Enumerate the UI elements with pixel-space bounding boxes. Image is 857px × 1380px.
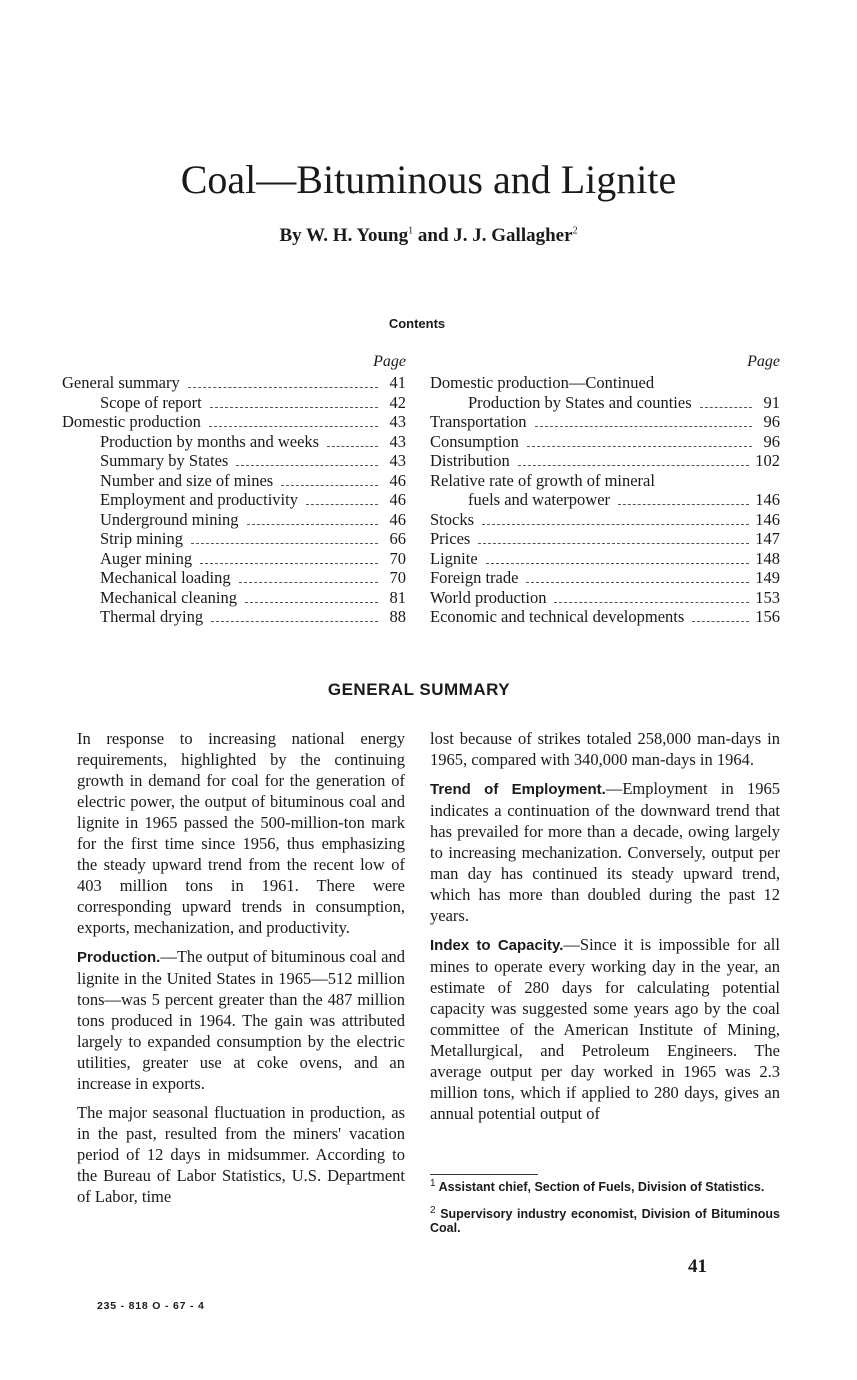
toc-entry (430, 510, 780, 530)
run-in-heading: Index to Capacity. (430, 937, 564, 954)
toc-leader (554, 602, 749, 603)
toc-entry-page: 102 (755, 451, 780, 470)
toc-entry-label: Summary by States (100, 451, 229, 470)
toc-leader (247, 524, 378, 525)
toc-entry-page: 46 (389, 470, 406, 490)
toc-entry (430, 490, 780, 510)
toc-entry-label: Prices (430, 529, 471, 548)
toc-leader (191, 543, 378, 544)
toc-entry (62, 471, 406, 491)
toc-entry (430, 451, 780, 471)
toc-entry-label: Auger mining (100, 548, 193, 568)
body-paragraph: The major seasonal fluctuation in production, as in the past, resulted from the miners' vacation period of 12 days in midsummer. According to the Bureau of Labor Statistics, U.S. Department of Labor, time (77, 1103, 405, 1206)
toc-leader (211, 621, 378, 622)
toc-left-column (62, 351, 406, 627)
toc-entry-label: Thermal drying (100, 607, 204, 626)
body-column-right (430, 728, 780, 1124)
toc-entry (430, 471, 780, 491)
page-number: 41 (688, 1256, 707, 1277)
toc-entry (62, 529, 406, 549)
toc-entry-page: 46 (389, 509, 406, 529)
toc-entry (430, 373, 780, 393)
toc-entry-page: 46 (389, 490, 406, 509)
toc-entry-page: 41 (389, 373, 406, 392)
byline-conjunction: and (417, 225, 449, 246)
toc-entry-page: 70 (389, 568, 406, 587)
toc-leader (692, 621, 749, 622)
body-paragraph (77, 946, 405, 1094)
author-1-footnote-ref: 1 (408, 225, 414, 237)
toc-leader (478, 543, 749, 544)
toc-entry (62, 451, 406, 471)
toc-entry (62, 588, 406, 608)
toc-entry (62, 432, 406, 452)
toc-leader (236, 465, 378, 466)
toc-entry-page: 70 (389, 548, 406, 568)
toc-entry-page: 43 (389, 412, 406, 431)
toc-leader (209, 426, 378, 427)
toc-entry-page: 156 (755, 607, 780, 626)
toc-entry-label: Consumption (430, 431, 519, 451)
toc-leader (210, 407, 378, 408)
toc-entry (62, 490, 406, 510)
toc-entry (62, 510, 406, 530)
toc-entry-label: Foreign trade (430, 568, 519, 587)
toc-entry-page: 81 (389, 587, 406, 607)
page-title: Coal—Bituminous and Lignite (180, 157, 677, 202)
toc-right-list (430, 373, 780, 627)
toc-entry-label: Transportation (430, 412, 527, 431)
footnote-mark: 1 (430, 1177, 436, 1189)
printer-code: 235 - 818 O - 67 - 4 (97, 1300, 205, 1312)
body-paragraph: In response to increasing national energy requirements, highlighted by the continuing growth in demand for coal for the generation of electric power, the output of bituminous coal and lignite in 1965 passed the 500-million-ton mark for the first time since 1956, thus emphasizing the steady upward trend from the recent low of 403 million tons in 1961. There were corresponding upward trends in consumption, exports, mechanization, and productivity. (77, 729, 405, 937)
toc-leader (518, 465, 749, 466)
toc-leader (200, 563, 378, 564)
toc-page-label: Page (373, 353, 406, 370)
toc-entry-page: 153 (755, 587, 780, 607)
footnote-text: Assistant chief, Section of Fuels, Division of Statistics. (438, 1180, 765, 1194)
toc-entry-label: Underground mining (100, 509, 239, 529)
footnote-1 (430, 1177, 780, 1194)
toc-entry-label: Relative rate of growth of mineral (430, 470, 655, 490)
toc-entry-label: Production by months and weeks (100, 431, 320, 451)
toc-entry (62, 412, 406, 432)
toc-entry-page: 96 (763, 412, 780, 431)
run-in-heading: Trend of Employment. (430, 781, 606, 798)
toc-entry-page: 42 (389, 392, 406, 412)
toc-entry-label: World production (430, 587, 547, 607)
toc-entry-label: Number and size of mines (100, 470, 274, 490)
body-paragraph: lost because of strikes totaled 258,000 man-days in 1965, compared with 340,000 man-days in 1964. (430, 729, 780, 769)
author-2-footnote-ref: 2 (572, 225, 578, 237)
toc-entry-label: Lignite (430, 548, 478, 568)
toc-entry (62, 568, 406, 588)
toc-page-label: Page (747, 353, 780, 370)
toc-entry-label: Stocks (430, 509, 475, 529)
toc-entry-label: Scope of report (100, 392, 202, 412)
body-paragraph (430, 934, 780, 1124)
toc-entry (430, 549, 780, 569)
toc-entry-label: Domestic production—Continued (430, 373, 655, 392)
toc-leader (526, 582, 749, 583)
toc-entry-label: fuels and waterpower (468, 490, 611, 509)
toc-entry-label: Domestic production (62, 412, 201, 431)
toc-entry-page: 66 (389, 529, 406, 548)
paragraph-text: —Since it is impossible for all mines to operate every working day in the year, an estimate of 280 days for calculating potential capacity was suggested some years ago by the coal committee of the American Institute of Mining, Metallurgical, and Petroleum Engineers. The average output per day worked in 1965 was 2.3 million tons, which if applied to 280 days, gives an annual potential output of (430, 935, 780, 1123)
run-in-heading: Production. (77, 949, 161, 966)
toc-entry-page: 146 (755, 509, 780, 529)
toc-entry-page: 147 (755, 529, 780, 548)
byline (0, 222, 857, 250)
footnote-rule (430, 1174, 538, 1175)
toc-entry-label: Production by States and counties (468, 392, 692, 412)
toc-entry (62, 393, 406, 413)
paragraph-text: —Employment in 1965 indicates a continuation of the downward trend that has prevailed for more than a decade, owing largely to increasing mechanization. Conversely, output per man day has continued its steady upward trend, which has more than doubled during the past 12 years. (430, 779, 780, 925)
toc-entry-label: Mechanical loading (100, 568, 231, 587)
toc-entry (430, 588, 780, 608)
toc-leader (239, 582, 378, 583)
body-column-left (77, 728, 405, 1207)
toc-entry-label: General summary (62, 373, 180, 392)
toc-leader (486, 563, 750, 564)
toc-entry (62, 549, 406, 569)
toc-leader (618, 504, 749, 505)
toc-leader (527, 446, 752, 447)
toc-entry (430, 607, 780, 627)
footnote-2 (430, 1204, 780, 1235)
byline-prefix: By (279, 225, 302, 246)
toc-leader (306, 504, 378, 505)
toc-entry-page: 96 (763, 431, 780, 451)
toc-right-column (430, 351, 780, 627)
section-heading: GENERAL SUMMARY (327, 680, 511, 699)
toc-entry-page: 149 (755, 568, 780, 587)
paragraph-text: —The output of bituminous coal and lignite in the United States in 1965—512 million tons—was 5 percent greater than the 487 million tons produced in 1964. The gain was attributed largely to expanded consumption by the electric utilities, greater use at coke ovens, and an increase in exports. (77, 947, 405, 1093)
toc-entry-label: Strip mining (100, 529, 183, 548)
toc-entry (430, 529, 780, 549)
toc-entry-page: 43 (389, 451, 406, 470)
toc-leader (188, 387, 378, 388)
toc-entry-label: Mechanical cleaning (100, 587, 237, 607)
toc-entry (62, 607, 406, 627)
toc-entry (430, 432, 780, 452)
contents-heading: Contents (388, 316, 446, 331)
toc-leader (482, 524, 749, 525)
footnote-text: Supervisory industry economist, Division of Bituminous Coal. (430, 1207, 780, 1235)
toc-entry (62, 373, 406, 393)
footnote-mark: 2 (430, 1204, 436, 1216)
toc-entry (430, 568, 780, 588)
toc-leader (327, 446, 378, 447)
author-2: J. J. Gallagher (453, 225, 573, 246)
toc-leader (535, 426, 752, 427)
toc-entry-label: Employment and productivity (100, 490, 298, 509)
toc-entry (430, 393, 780, 413)
toc-entry (430, 412, 780, 432)
toc-left-list (62, 373, 406, 627)
author-1: W. H. Young (306, 225, 409, 246)
toc-entry-page: 88 (389, 607, 406, 626)
toc-entry-page: 146 (755, 490, 780, 509)
toc-leader (700, 407, 752, 408)
toc-entry-page: 43 (389, 431, 406, 451)
toc-leader (245, 602, 378, 603)
body-paragraph (430, 778, 780, 926)
toc-entry-page: 91 (763, 392, 780, 412)
toc-leader (281, 485, 378, 486)
toc-entry-label: Distribution (430, 451, 510, 470)
toc-entry-page: 148 (755, 548, 780, 568)
toc-entry-label: Economic and technical developments (430, 607, 685, 626)
